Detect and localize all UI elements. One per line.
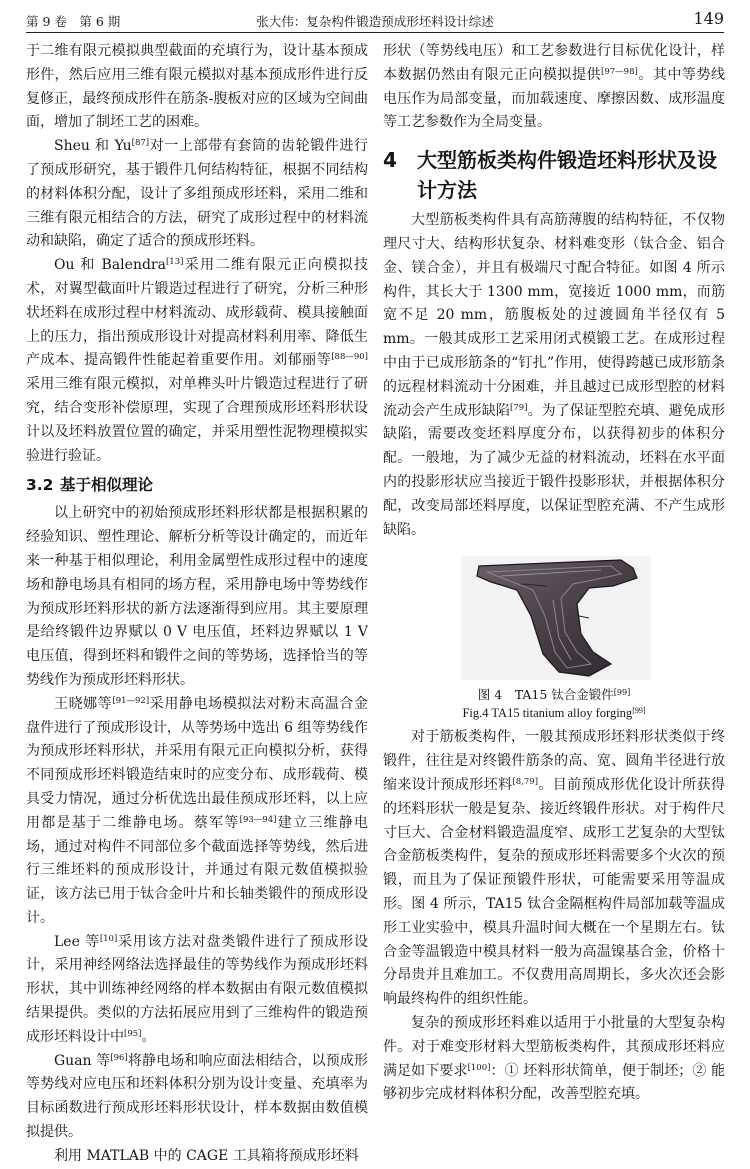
- paragraph: 利用 MATLAB 中的 CAGE 工具箱将预成形坯料: [54, 1147, 359, 1164]
- paragraph: Ou 和 Balendra[13]采用二维有限元正向模拟技术，对翼型截面叶片锻造过程进行了研究，分析三种形状坯料在成形过程中材料流动、成形载荷、模具接触面上的压力，指出预成形设计对提高材料利用率、降低生产成本、提高锻件性能起着重要作用。刘郁丽等[88—90]采用三维有限元模拟，对单榫头叶片锻造过程进行了研究，结合变形补偿原理，实现了合理预成形坯料形状设计以及坯料放置位置的确定，并采用塑性泥物理模拟实验进行验证。: [26, 257, 369, 464]
- right-column: [383, 40, 725, 1107]
- paragraph: 对于筋板类构件，一般其预成形坯料形状类似于终锻件，往往是对终锻件筋条的高、宽、圆角半径进行放缩来设计预成形坯料[8,79]。目前预成形优化设计所获得的坯料形状一般是复杂、接近终锻件形状。对于构件尺寸巨大、合金材料锻造温度窄、成形工艺复杂的大型钛合金筋板类构件，复杂的预成形坯料需要多个火次的预锻，而且为了保证预锻件形状，可能需要采用等温成形。图 4 所示，TA15 钛合金隔框构件局部加载等温成形工业实验中，模具升温时间大概在一个星期左右。钛合金等温锻造中模具材料一般为高温镍基合金，价格十分昂贵并且难加工。不仅费用高周期长，多火次还会影响最终构件的组织性能。: [383, 729, 726, 1008]
- running-title: 张大伟：复杂构件锻造预成形坯料设计综述: [256, 14, 494, 29]
- citation[interactable]: [100]: [467, 1062, 491, 1073]
- volume-issue: 第 9 卷 第 6 期: [26, 14, 121, 29]
- paragraph: 大型筋板类构件具有高筋薄腹的结构特征，不仅物理尺寸大、结构形状复杂、材料难变形（钛合金、铝合金、镁合金），并且有极端尺寸配合特征。如图 4 所示构件，其长大于 1300 mm，宽接近 1000 mm，而筋宽不足 20 mm，筋腹板处的过渡圆角半径仅有 5 mm。一般其成形工艺采用闭式模锻工艺。在成形过程中由于已成形筋条的“钉扎”作用，使得跨越已成形筋条的远程材料流动十分困难，并且越过已成形型腔的材料流动会产生成形缺陷[79]。为了保证型腔充填、避免成形缺陷，需要改变坯料厚度分布，以获得初步的体积分配。一般地，为了减少无益的材料流动，坯料在水平面内的投影形状应当接近于锻件投影形状，并根据体积分配，改变局部坯料厚度，以保证型腔充满、不产生成形缺陷。: [383, 212, 726, 538]
- citation[interactable]: [13]: [165, 257, 184, 268]
- figure-caption: [383, 686, 725, 722]
- paragraph: 于二维有限元模拟典型截面的充填行为，设计基本预成形件，然后应用三维有限元模拟对基本预成形件进行反复修正，最终预成形件在筋条-腹板对应的区域为空间曲面，增加了制坯工艺的困难。: [26, 43, 368, 131]
- caption-zh: 图 4 TA15 钛合金锻件[99]: [477, 687, 631, 703]
- figure-forging-photo: [383, 556, 725, 680]
- page-header: [26, 8, 724, 32]
- citation[interactable]: [99]: [613, 688, 631, 698]
- caption-en: Fig.4 TA15 titanium alloy forging[99]: [462, 706, 646, 721]
- citation[interactable]: [97—98]: [601, 66, 638, 77]
- citation[interactable]: [95]: [124, 1028, 142, 1039]
- paragraph: Sheu 和 Yu[87]对一上部带有套筒的齿轮锻件进行了预成形研究，基于锻件几何结构特征，根据不同结构的材料体积分配，设计了多组预成形坯料，采用二维和三维有限元相结合的方法，研究了成形过程中的材料流动和缺陷，确定了适合的预成形坯料。: [26, 138, 368, 250]
- left-column: [26, 40, 368, 1169]
- citation[interactable]: [91—92]: [112, 695, 150, 706]
- citation[interactable]: [96]: [110, 1052, 128, 1063]
- paragraph: Guan 等[96]将静电场和响应面法相结合，以预成形等势线对应电压和坯料体积分别为设计变量、充填率为目标函数进行预成形坯料形状设计，样本数据由数值模拟提供。: [26, 1052, 368, 1141]
- citation[interactable]: [10]: [99, 933, 118, 944]
- section-heading: 4 大型筋板类构件锻造坯料形状及设计方法: [383, 148, 717, 203]
- paragraph: 以上研究中的初始预成形坯料形状都是根据积累的经验知识、塑性理论、解析分析等设计确定的，而近年来一种基于相似理论，利用金属塑性成形过程中的速度场和静电场具有相同的场方程，采用静电场中等势线作为预成形坯料形状的新方法逐渐得到应用。其主要原理是给终锻件边界赋以 0 V 电压值，坯料边界赋以 1 V 电压值，得到坯料和锻件之间的等势场，选择恰当的等势线作为预成形坯料形状。: [26, 505, 368, 688]
- citation[interactable]: [93—94]: [239, 814, 277, 825]
- forging-image: [461, 556, 651, 680]
- paragraph: Lee 等[10]采用该方法对盘类锻件进行了预成形设计，采用神经网络法选择最佳的等势线作为预成形坯料形状，其中训练神经网络的样本数据由有限元数值模拟结果提供。类似的方法拓展应用到了三维构件的锻造预成形坯料设计中[95]。: [26, 933, 369, 1045]
- citation[interactable]: [99]: [632, 706, 646, 716]
- paragraph: 复杂的预成形坯料难以适用于小批量的大型复杂构件。对于难变形材料大型筋板类构件，其预成形坯料应满足如下要求[100]：① 坯料形状简单，便于制坯；② 能够初步完成材料体积分配，改善型腔充填。: [383, 1014, 725, 1103]
- header-rule: [26, 32, 724, 33]
- paragraph: 形状（等势线电压）和工艺参数进行目标优化设计，样本数据仍然由有限元正向模拟提供[97—98]。其中等势线电压作为局部变量，而加载速度、摩擦因数、成形温度等工艺参数作为全局变量。: [383, 43, 726, 131]
- citation[interactable]: [88—90]: [331, 352, 368, 363]
- page-number: 149: [693, 9, 724, 28]
- paragraph: 王晓娜等[91—92]采用静电场模拟法对粉末高温合金盘件进行了预成形设计，从等势场中选出 6 组等势线作为预成形坯料形状，并采用有限元正向模拟分析，获得不同预成形坯料锻造结束时的应变分布、成形载荷、模具受力情况，通过分析优选出最佳预成形坯料，以上应用都是基于二维静电场。蔡军等[93—94]建立三维静电场，通过对构件不同部位多个截面选择等势线，然后进行三维坯料的预成形设计，并通过有限元数值模拟验证，该方法已用于钛合金叶片和长轴类锻件的预成形设计。: [26, 695, 369, 926]
- citation[interactable]: [8,79]: [512, 776, 539, 787]
- citation[interactable]: [87]: [131, 138, 150, 149]
- citation[interactable]: [79]: [510, 402, 528, 413]
- section-heading: 3.2 基于相似理论: [26, 476, 154, 495]
